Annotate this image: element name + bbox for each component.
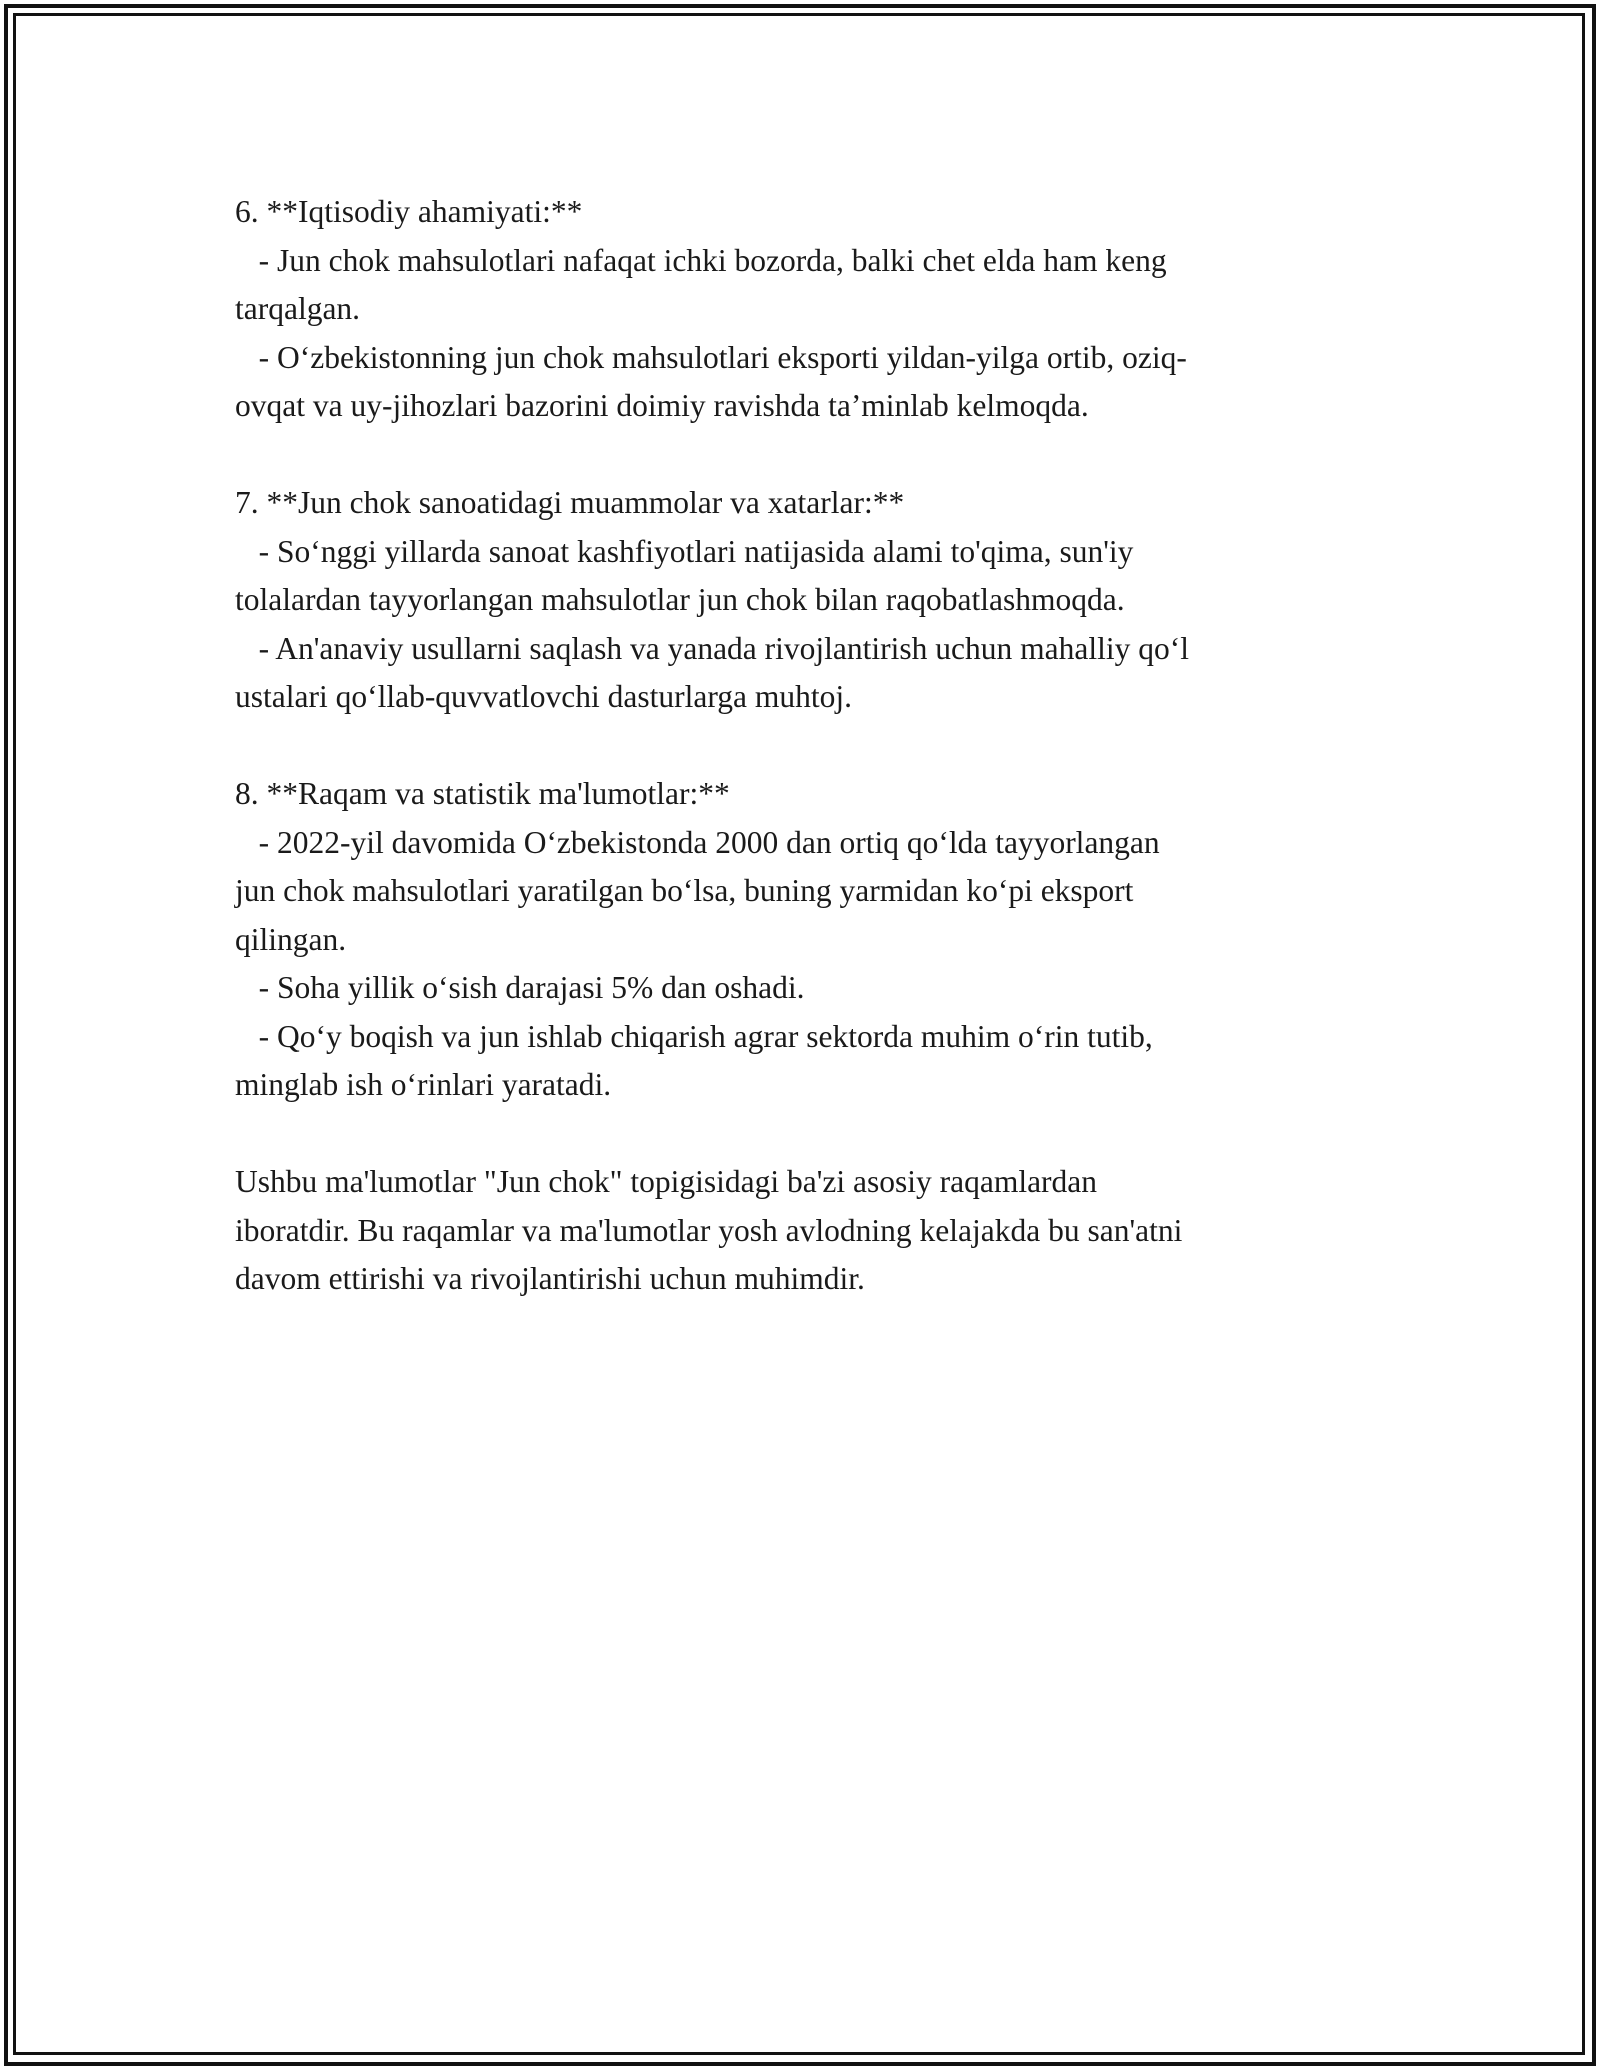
text-line: - Qo‘y boqish va jun ishlab chiqarish agrar sektorda muhim o‘rin tutib, <box>235 1018 1153 1054</box>
text-line: iboratdir. Bu raqamlar va ma'lumotlar yosh avlodning kelajakda bu san'atni <box>235 1212 1183 1248</box>
section-heading: 8. **Raqam va statistik ma'lumotlar:** <box>235 776 730 811</box>
section-heading: 7. **Jun chok sanoatidagi muammolar va xatarlar:** <box>235 485 905 520</box>
text-line: - An'anaviy usullarni saqlash va yanada rivojlantirish uchun mahalliy qo‘l <box>235 630 1189 666</box>
text-line: davom ettirishi va rivojlantirishi uchun muhimdir. <box>235 1261 865 1296</box>
paragraph-gap <box>235 431 1365 480</box>
text-line: minglab ish o‘rinlari yaratadi. <box>235 1067 612 1102</box>
text-line: - 2022-yil davomida O‘zbekistonda 2000 dan ortiq qo‘lda tayyorlangan <box>235 824 1160 860</box>
text-line: qilingan. <box>235 921 347 957</box>
text-line: ustalari qo‘llab-quvvatlovchi dasturlarga muhtoj. <box>235 679 853 714</box>
text-line: - Jun chok mahsulotlari nafaqat ichki bozorda, balki chet elda ham keng <box>235 242 1167 278</box>
text-line: - Soha yillik o‘sish darajasi 5% dan oshadi. <box>235 970 805 1005</box>
text-line: - O‘zbekistonning jun chok mahsulotlari eksporti yildan-yilga ortib, oziq- <box>235 339 1187 375</box>
text-line: jun chok mahsulotlari yaratilgan bo‘lsa, buning yarmidan ko‘pi eksport <box>235 873 1134 908</box>
section-heading: 6. **Iqtisodiy ahamiyati:** <box>235 194 583 229</box>
conclusion-paragraph <box>235 1158 1365 1304</box>
text-line: ovqat va uy-jihozlari bazorini doimiy ravishda ta’minlab kelmoqda. <box>235 388 1089 423</box>
paragraph-gap <box>235 722 1365 771</box>
text-line: Ushbu ma'lumotlar "Jun chok" topigisidagi ba'zi asosiy raqamlardan <box>235 1164 1098 1199</box>
text-line: tolalardan tayyorlangan mahsulotlar jun chok bilan raqobatlashmoqda. <box>235 582 1125 617</box>
paragraph-gap <box>235 1110 1365 1159</box>
section-8 <box>235 770 1365 1110</box>
text-line: - So‘nggi yillarda sanoat kashfiyotlari natijasida alami to'qima, sun'iy <box>235 533 1134 569</box>
document-body <box>235 188 1365 1304</box>
text-line: tarqalgan. <box>235 291 361 326</box>
section-7 <box>235 479 1365 722</box>
section-6 <box>235 188 1365 431</box>
